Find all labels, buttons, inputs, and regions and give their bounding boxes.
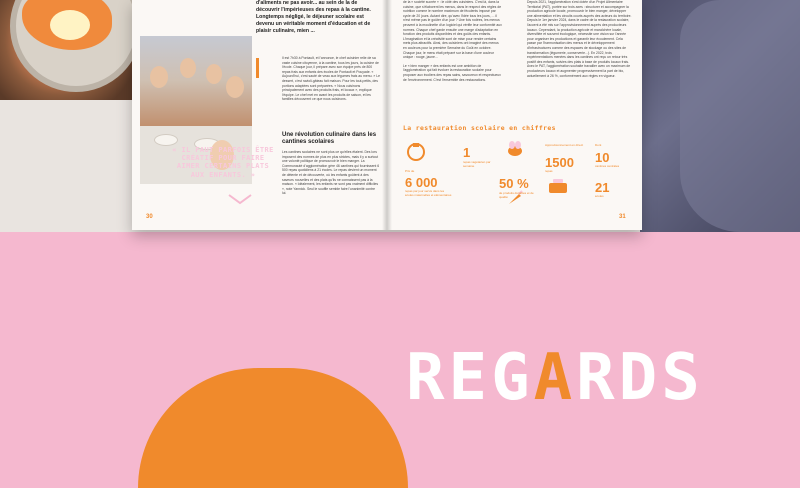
- article-intro: d'aliments ne pas avoir... au sein de la de découvrir l'impérieuses des repas à la cantine. Longtemps négligé, le déjeuner scolaire est devenu un véritable moment d'éducation et de plaisir culinaire, mien ...: [256, 0, 371, 34]
- orange-half-circle-decoration: [138, 368, 408, 488]
- arrow-doodle-icon: [227, 192, 253, 206]
- stat-prix-prefix: Prix de: [405, 169, 415, 173]
- stat-repas-label: repas par jour servis dans les écoles maternelles et élémentaires: [405, 189, 452, 197]
- stat-cantines-value: 10: [595, 150, 610, 165]
- stat-cantines-label: cantines centrales: [595, 164, 620, 168]
- pull-quote: « IL FAUT PARFOIS ÊTRE CRÉATIF POUR FAIRE AIMER CERTAINS PLATS AUX ENFANTS. »: [172, 146, 274, 179]
- magazine-spine: [382, 0, 392, 230]
- title-part-2: RDS: [576, 341, 704, 415]
- stat-offices-label: écoles: [595, 194, 604, 198]
- article-body-2: Les cantines scolaires ne sont plus ce qu'elles étaient. Des lors imposent des normes de plus en plus strictes, mais il y a surtout une volonté politique de promouvoir le bien manger. La Communauté d'agglomération gère 46 cantines qui fournissent 6 500 repas quotidiens à 21 écoles. Le repas devient un moment de détente et de découverte, où les enfants goûtent à des saveurs nouvelles et des plats qu'ils ne connaissent pas à la maison. « Idéalement, les enfants ne sont pas vraiment difficiles », note Yannick. Seul le souffle semble faire l'unanimité contre lui.: [282, 150, 380, 196]
- child-face: [226, 76, 244, 98]
- regards-title: [406, 341, 704, 415]
- column-1-text: de la « société sucrée » : le côté des cuisiniers. C'est là, dans la cuisine, que s'élaborent les menus, dans le respect des règles de nutrition comme le nombre maximum de féculents imposé par cycle de 20 jours. Autant dire, qu'avec l'idée tous les jours, ... il n'est même pas le goûter d'un jour ? Une fois rodées, les menus peuvent à la moulinette d'un logiciel qui vérifie leur conformité aux normes. Chaque chef garde ensuite une marge d'adaptation en fonction des produits disponibles et des goûts des enfants. L'imagination et la créativité sont de mise pour rendre certains mets plus attractifs. Ainsi, des cuisiniers ont imaginé des menus en couleurs pour la première Semaine du Goût en octobre. Chaque jour, le menu était préparé sur la base d'une couleur unique : rouge, jaune...: [403, 0, 502, 60]
- article-subheading: Une révolution culinaire dans les cantines scolaires: [282, 132, 377, 145]
- child-face: [180, 58, 196, 78]
- stats-section-title: La restauration scolaire en chiffres: [403, 124, 556, 132]
- stat-local-value: 1500: [545, 155, 574, 170]
- plate: [154, 134, 178, 146]
- bee-icon: [505, 140, 525, 160]
- title-part-1: REG: [406, 341, 534, 415]
- stat-vege-label: repas végétarien par semaine: [463, 160, 491, 168]
- food-plate-photo: [0, 0, 150, 100]
- stat-offices-value: 21: [595, 180, 610, 195]
- stat-local-prefix: Approvisionnement en direct: [545, 143, 584, 147]
- child-face: [206, 64, 222, 84]
- person-arm: [680, 0, 800, 232]
- stat-repas-value: 6 000: [405, 175, 438, 190]
- magazine-page-left: [132, 0, 387, 230]
- stat-local-label: repas: [545, 169, 553, 173]
- person-photo: [640, 0, 800, 232]
- magazine-page-right: [387, 0, 642, 230]
- column-1-text-b: Le « bien manger » des enfants est une ambition de l'agglomération qui fait évoluer la restauration scolaire pour proposer aux écoliers des repas sains, savoureux et respectueux de l'environnement. C'est l'ensemble des restaurations.: [403, 63, 501, 82]
- accent-bar: [256, 58, 259, 78]
- page-number-right: 31: [619, 214, 626, 220]
- child-face: [150, 66, 168, 88]
- title-accent-letter: A: [533, 341, 577, 415]
- article-body: [282, 56, 380, 102]
- food-item: [50, 10, 90, 40]
- page-number-left: 30: [146, 214, 153, 220]
- stat-bio-label: de produits durables et de qualité: [499, 191, 534, 199]
- article-body-text: Il est 7h30 à Pontault, et l'annonce, le chef cuisinier relie de sa vaste cuisine citoyenne, à la cantine, tous les jours, la cuisine de l'école. Chaque jour, il prépare avec son équipe près de 800 repas frais aux enfants des écoles de Pontault et Pouyade. « Aujourd'hui, c'est sauté de veau aux légumes frais au menu. » Le dessert, c'est ravioli-gâteau fait maison. Pour les tout-petits, des portions adaptées sont préparées. « Nous cuisinons principalement avec des produits frais, et locaux », explique l'équipe. Le chef met en avant les produits de saison, et les familles découvrent ce que nous cuisinons.: [282, 56, 380, 102]
- article-column-2: Depuis 2021, l'agglomération s'est dotée d'un Projet Alimentaire Territorial (PAT), portée sur trois axes : structurer et accompagner la production agricole locale, promouvoir le bien manger, développer une alimentation et les circuits courts auprès des acteurs du territoire. Depuis le 1er janvier 2024, dans le cadre de la restauration scolaire, l'accent a été mis sur l'approvisionnement auprès des producteurs locaux. Cependant, la production agricole et maraîchère locale, diversifiée et souvent écologique, nécessite une vision sur l'année pour organiser les productions et garantir leur écoulement. Cela passe par l'harmonisation des menus et le développement d'infrastructures comme des espaces de stockage ou des sites de transformation (légumerie, conserverie...). En 2022, trois expérimentations menées dans les cantines ont reçu un retour très positif des enfants, suivies des plats à base de produits locaux frais. Avec le PAT, l'agglomération souhaite travailler avec un maximum de producteurs locaux et augmenter progressivement la part de bio, actuellement à 26 %, conformément aux règles en vigueur.: [527, 0, 632, 78]
- cooking-pot-icon: [547, 178, 569, 194]
- baby-bottle-icon: [405, 140, 427, 162]
- stat-bio-value: 50 %: [499, 176, 529, 191]
- stat-vege-value: 1: [463, 145, 471, 160]
- stat-dont: Dont: [595, 143, 602, 147]
- article-column-1: [403, 0, 503, 82]
- open-magazine: [132, 0, 642, 230]
